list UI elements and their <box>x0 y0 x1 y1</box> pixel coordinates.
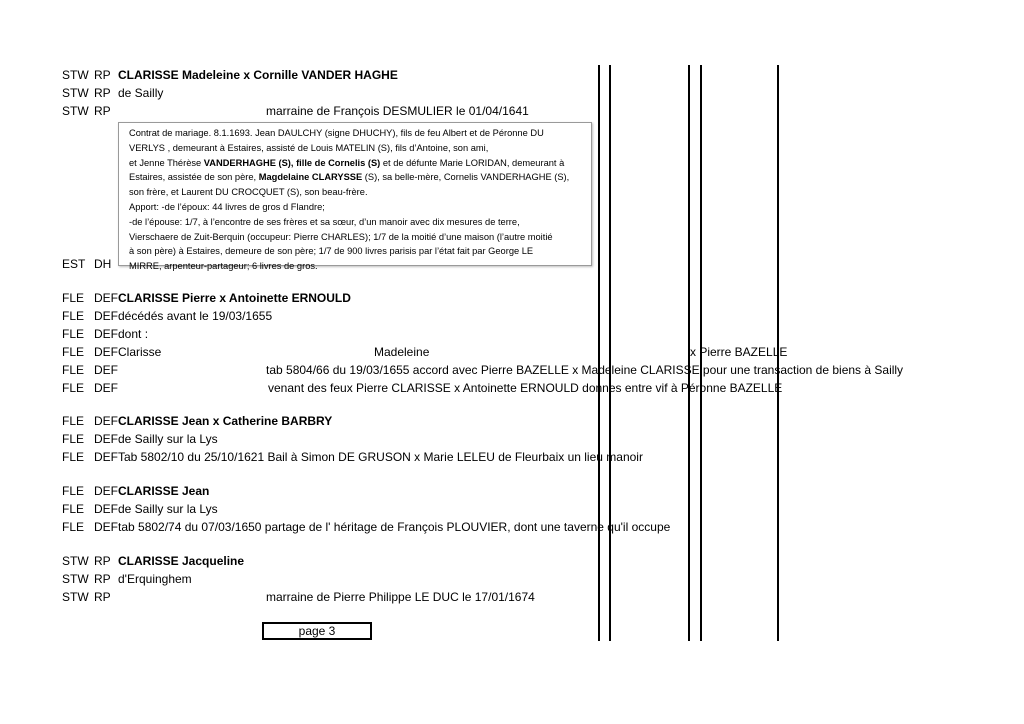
record-text: décédés avant le 19/03/1655 <box>118 309 273 323</box>
source-code: FLE <box>62 520 85 534</box>
note-line: Contrat de mariage. 8.1.1693. Jean DAULCHY (signe DHUCHY), fils de feu Albert et de Péronne DU <box>129 128 544 138</box>
note-text: (S), sa belle-mère, Cornelis VANDERHAGHE (S), <box>362 172 570 183</box>
source-code: STW <box>62 68 89 82</box>
note-line: -de l’épouse: 1/7, à l’encontre de ses frères et sa sœur, d’un manoir avec dix mesures de terre, <box>129 216 520 227</box>
type-code: RP <box>94 554 111 568</box>
record-heading: CLARISSE Pierre x Antoinette ERNOULD <box>118 291 351 305</box>
record-heading: CLARISSE Jean <box>118 484 210 498</box>
source-code: FLE <box>62 309 85 323</box>
column-rule-2 <box>609 65 611 641</box>
source-code: FLE <box>62 432 85 446</box>
type-code: DEF <box>94 520 118 534</box>
type-code: RP <box>94 572 111 586</box>
record-text: de Sailly sur la Lys <box>118 432 218 446</box>
record-event: marraine de Pierre Philippe LE DUC le 17/01/1674 <box>266 590 535 604</box>
note-text: et de défunte Marie LORIDAN, demeurant à <box>380 157 565 168</box>
note-line <box>129 156 591 171</box>
source-code: FLE <box>62 484 85 498</box>
note-line: à son père) à Estaires, demeure de son père; 1/7 de 900 livres parisis par l’état fait par George LE <box>129 246 534 257</box>
child-firstname: Madeleine <box>374 345 430 359</box>
source-code: EST <box>62 257 86 271</box>
type-code: DEF <box>94 432 118 446</box>
source-code: STW <box>62 104 89 118</box>
note-line: Vierschaere de Zuit-Berquin (occupeur: Pierre CHARLES); 1/7 de la moitié d’une maison (l’autre moitié <box>129 231 553 242</box>
source-code: FLE <box>62 345 85 359</box>
child-spouse: x Pierre BAZELLE <box>690 345 788 359</box>
type-code: DEF <box>94 345 118 359</box>
record-text: Tab 5802/10 du 25/10/1621 Bail à Simon DE GRUSON x Marie LELEU de Fleurbaix un lieu manoir <box>118 450 643 464</box>
source-code: FLE <box>62 291 85 305</box>
source-code: STW <box>62 86 89 100</box>
source-code: STW <box>62 554 89 568</box>
type-code: RP <box>94 86 111 100</box>
record-heading: CLARISSE Jean x Catherine BARBRY <box>118 414 333 428</box>
page-number: page 3 <box>262 622 372 640</box>
type-code: DEF <box>94 291 118 305</box>
record-text: de Sailly sur la Lys <box>118 502 218 516</box>
record-heading: CLARISSE Jacqueline <box>118 554 245 568</box>
type-code: DEF <box>94 484 118 498</box>
type-code: RP <box>94 104 111 118</box>
note-line <box>129 170 591 185</box>
note-bold-text: Magdelaine CLARYSSE <box>258 172 363 183</box>
note-line: son frère, et Laurent DU CROCQUET (S), son beau-frère. <box>129 187 368 198</box>
note-bold-text: VANDERHAGHE (S), fille de Cornelis (S) <box>203 157 381 168</box>
record-text: tab 5804/66 du 19/03/1655 accord avec Pierre BAZELLE x Madeleine CLARISSE pour une transaction de biens à Sailly <box>266 363 904 377</box>
source-code: FLE <box>62 502 85 516</box>
record-text: tab 5802/74 du 07/03/1650 partage de l' héritage de François PLOUVIER, dont une taverne qu'il occupe <box>118 520 671 534</box>
source-code: FLE <box>62 327 85 341</box>
record-event: marraine de François DESMULIER le 01/04/1641 <box>266 104 529 118</box>
record-place: d'Erquinghem <box>118 572 192 586</box>
type-code: DEF <box>94 363 118 377</box>
type-code: DEF <box>94 381 118 395</box>
column-rule-1 <box>598 65 600 641</box>
note-line: MIRRE, arpenteur-partageur; 6 livres de gros. <box>129 261 318 272</box>
record-text: dont : <box>118 327 149 341</box>
source-code: FLE <box>62 414 85 428</box>
source-code: STW <box>62 590 89 604</box>
type-code: DEF <box>94 327 118 341</box>
source-code: FLE <box>62 363 85 377</box>
type-code: RP <box>94 590 111 604</box>
note-text: Estaires, assistée de son père, <box>129 172 259 183</box>
record-text: venant des feux Pierre CLARISSE x Antoinette ERNOULD donnes entre vif à Péronne BAZELLE <box>268 381 783 395</box>
note-line: Apport: -de l’époux: 44 livres de gros d Flandre; <box>129 201 325 212</box>
record-place: de Sailly <box>118 86 164 100</box>
source-code: FLE <box>62 450 85 464</box>
type-code: DEF <box>94 450 118 464</box>
type-code: DEF <box>94 502 118 516</box>
note-text: et Jenne Thérèse <box>129 157 204 168</box>
record-heading: CLARISSE Madeleine x Cornille VANDER HAGHE <box>118 68 398 82</box>
type-code: DEF <box>94 414 118 428</box>
child-surname: Clarisse <box>118 345 162 359</box>
type-code: DEF <box>94 309 118 323</box>
type-code: RP <box>94 68 111 82</box>
source-code: FLE <box>62 381 85 395</box>
note-box <box>118 122 592 272</box>
note-line: VERLYS , demeurant à Estaires, assisté de Louis MATELIN (S), fils d’Antoine, son ami, <box>129 142 489 153</box>
source-code: STW <box>62 572 89 586</box>
type-code: DH <box>94 257 112 271</box>
